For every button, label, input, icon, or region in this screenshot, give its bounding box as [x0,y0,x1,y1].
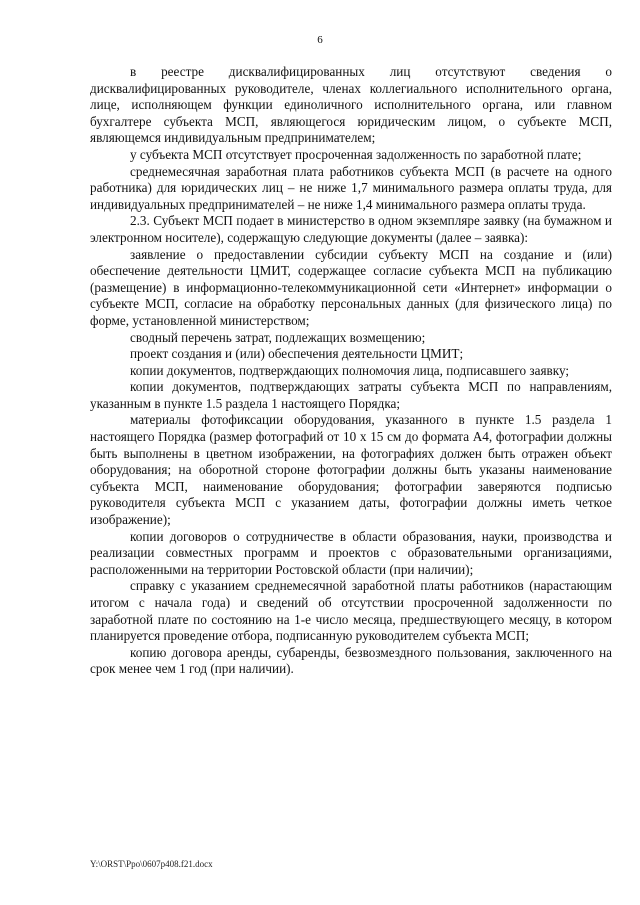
footer-file-path: Y:\ORST\Ppo\0607p408.f21.docx [90,859,213,869]
paragraph: материалы фотофиксации оборудования, указанного в пункте 1.5 раздела 1 настоящего Порядка (размер фотографий от 10 х 15 см до формата А4, фотографии должны быть выполнены в цветном изображении, на фотографиях должен быть отражен объект оборудования; на оборотной стороне фотографии должны быть указаны наименование субъекта МСП, наименование оборудования; фотографии заверяются подписью руководителя субъекта МСП с указанием даты, фотографии должны иметь четкое изображение); [90,412,612,528]
paragraph: в реестре дисквалифицированных лиц отсутствуют сведения о дисквалифицированных руководителе, членах коллегиального исполнительного органа, лице, исполняющем функции единоличного исполнительного органа, или главном бухгалтере субъекта МСП, являющегося юридическим лицом, о субъекте МСП, являющемся индивидуальным предпринимателем; [90,64,612,146]
paragraph: сводный перечень затрат, подлежащих возмещению; [130,329,426,345]
paragraph: проект создания и (или) обеспечения деятельности ЦМИТ; [130,346,464,362]
paragraph: 2.3. Субъект МСП подает в министерство в одном экземпляре заявку (на бумажном и электронном носителе), содержащую следующие документы (далее – заявка): [90,213,612,245]
paragraph: копии документов, подтверждающих затраты субъекта МСП по направлениям, указанным в пункте 1.5 раздела 1 настоящего Порядка; [90,379,612,411]
paragraph: справку с указанием среднемесячной заработной платы работников (нарастающим итогом с начала года) и сведений об отсутствии просроченной задолженности по заработной плате по состоянию на 1-е число месяца, предшествующего месяцу, в котором планируется проведение отбора, подписанную руководителем субъекта МСП; [90,578,612,644]
paragraph: копию договора аренды, субаренды, безвозмездного пользования, заключенного на срок менее чем 1 год (при наличии). [90,644,612,677]
document-body [90,64,612,678]
page-number: 6 [317,34,323,46]
paragraph: среднемесячная заработная плата работников субъекта МСП (в расчете на одного работника) для юридических лиц – не ниже 1,7 минимального размера оплаты труда, для индивидуальных предпринимателей – не ниже 1,4 минимального размера оплаты труда. [90,163,612,212]
paragraph: копии договоров о сотрудничестве в области образования, науки, производства и реализации совместных программ и проектов с образовательными организациями, расположенными на территории Ростовской области (при наличии); [90,528,612,577]
paragraph: заявление о предоставлении субсидии субъекту МСП на создание и (или) обеспечение деятельности ЦМИТ, содержащее согласие субъекта МСП на публикацию (размещение) в информационно-телекоммуникационной сети «Интернет» информации о субъекте МСП, согласие на обработку персональных данных (для физического лица) по форме, установленной министерством; [90,246,612,328]
paragraph: у субъекта МСП отсутствует просроченная задолженность по заработной плате; [130,146,582,162]
paragraph: копии документов, подтверждающих полномочия лица, подписавшего заявку; [130,362,570,378]
